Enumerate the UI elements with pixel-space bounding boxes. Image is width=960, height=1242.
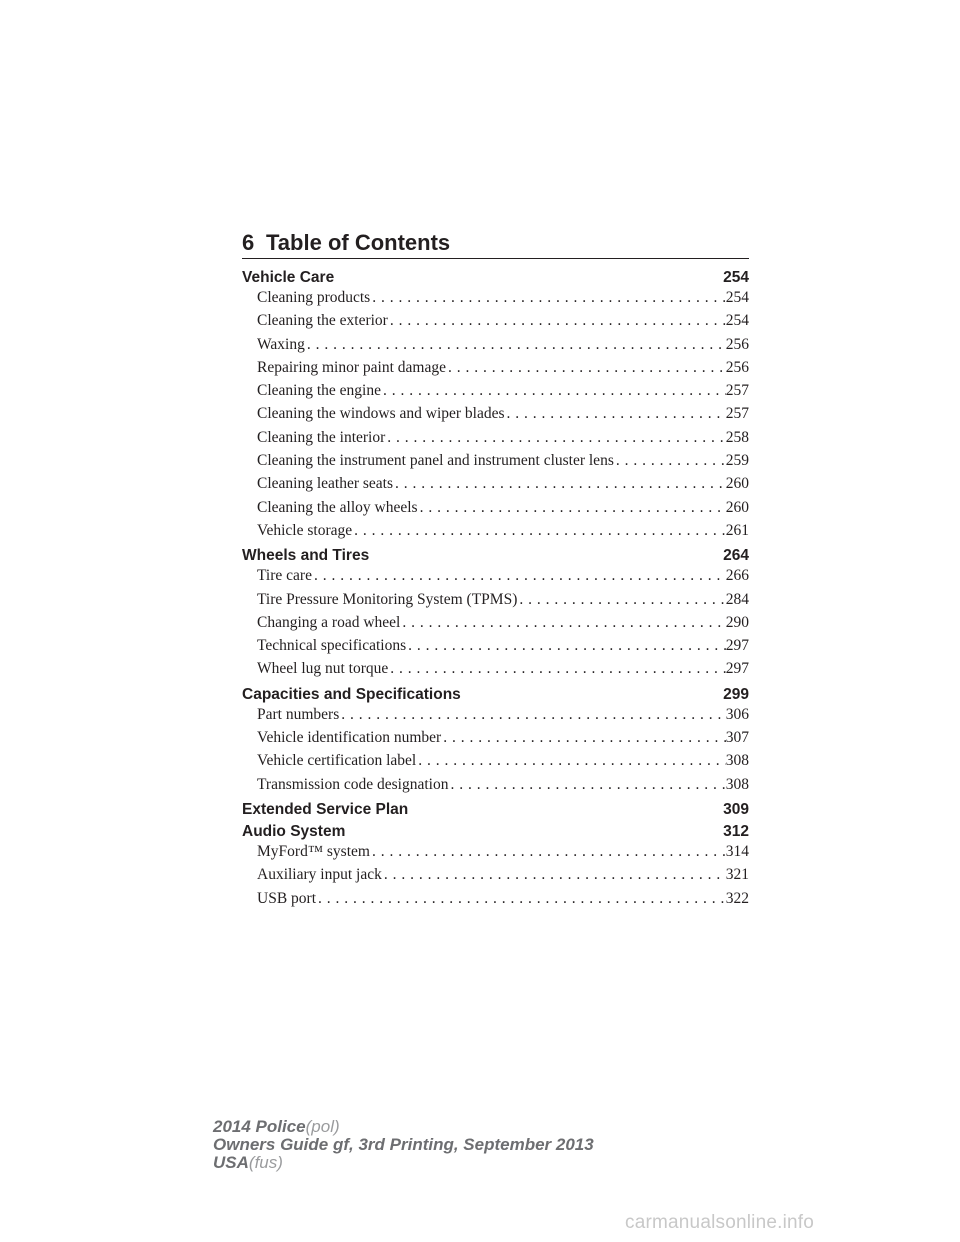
dot-leader [370, 843, 726, 861]
section-heading[interactable] [242, 267, 749, 289]
entry-title: Vehicle certification label [257, 752, 417, 770]
entry-page-number: 308 [725, 775, 749, 793]
toc-entry[interactable] [242, 866, 749, 889]
entry-list [242, 567, 749, 683]
entry-title: Changing a road wheel [257, 613, 401, 631]
entry-page-number: 259 [725, 452, 749, 470]
dot-leader [393, 475, 726, 493]
section-page-number: 254 [723, 269, 749, 286]
dot-leader [448, 776, 725, 794]
entry-title: Vehicle identification number [257, 729, 442, 747]
dot-leader [446, 359, 726, 377]
entry-title: Tire care [257, 567, 312, 585]
toc-section [242, 799, 749, 821]
entry-page-number: 256 [725, 358, 749, 376]
entry-page-number: 254 [725, 289, 749, 306]
dot-leader [305, 336, 726, 354]
toc-entry[interactable] [242, 475, 749, 498]
entry-page-number: 297 [725, 637, 749, 655]
entry-title: Cleaning the interior [257, 428, 386, 446]
section-title: Audio System [242, 822, 346, 840]
footer-model: 2014 Police [213, 1117, 306, 1136]
toc-entry[interactable] [242, 312, 749, 335]
toc-section [242, 267, 749, 545]
page-title: Table of Contents [266, 230, 451, 255]
toc-entry[interactable] [242, 452, 749, 475]
entry-page-number: 284 [725, 590, 749, 608]
footer-market-code: (fus) [248, 1153, 283, 1172]
dot-leader [352, 522, 726, 540]
section-heading[interactable] [242, 821, 749, 843]
entry-page-number: 266 [725, 567, 749, 585]
toc-entry[interactable] [242, 289, 749, 312]
entry-page-number: 261 [725, 521, 749, 539]
entry-title: Repairing minor paint damage [257, 358, 446, 376]
entry-list [242, 843, 749, 913]
dot-leader [339, 706, 726, 724]
entry-page-number: 307 [725, 729, 749, 747]
dot-leader [614, 452, 726, 470]
dot-leader [382, 866, 726, 884]
entry-page-number: 260 [725, 498, 749, 516]
section-page-number: 312 [723, 822, 749, 840]
entry-title: Transmission code designation [257, 775, 449, 793]
entry-title: Tire Pressure Monitoring System (TPMS) [257, 590, 518, 608]
entry-page-number: 297 [725, 660, 749, 678]
entry-page-number: 314 [725, 842, 749, 860]
entry-title: Cleaning the alloy wheels [257, 498, 418, 516]
entry-title: USB port [257, 889, 316, 907]
dot-leader [385, 429, 725, 447]
entry-title: Part numbers [257, 705, 340, 723]
dot-leader [400, 614, 725, 632]
section-heading[interactable] [242, 684, 749, 706]
dot-leader [441, 729, 726, 747]
dot-leader [517, 591, 725, 609]
section-title: Vehicle Care [242, 269, 335, 286]
entry-title: Technical specifications [257, 637, 407, 655]
dot-leader [388, 660, 725, 678]
footer-edition: Owners Guide gf, 3rd Printing, September 2013 [213, 1135, 594, 1154]
dot-leader [312, 567, 726, 585]
entry-title: Cleaning leather seats [257, 475, 394, 493]
entry-page-number: 306 [725, 705, 749, 723]
header-divider [242, 258, 749, 259]
footer-market: USA [213, 1153, 249, 1172]
dot-leader [418, 499, 726, 517]
dot-leader [505, 405, 726, 423]
footer-model-code: (pol) [305, 1117, 340, 1136]
watermark: carmanualsonline.info [625, 1212, 815, 1233]
entry-page-number: 308 [725, 752, 749, 770]
dot-leader [416, 752, 726, 770]
dot-leader [370, 289, 726, 307]
entry-title: Auxiliary input jack [257, 866, 382, 884]
entry-title: Cleaning products [257, 289, 371, 306]
toc-section [242, 821, 749, 913]
entry-title: Cleaning the instrument panel and instrument cluster lens [257, 452, 614, 470]
toc-section [242, 545, 749, 683]
entry-title: Wheel lug nut torque [257, 660, 389, 678]
toc-entry[interactable] [242, 729, 749, 752]
entry-page-number: 290 [725, 613, 749, 631]
section-title: Extended Service Plan [242, 800, 409, 818]
section-page-number: 299 [723, 685, 749, 703]
toc-entry[interactable] [242, 522, 749, 545]
toc-entry[interactable] [242, 405, 749, 428]
entry-page-number: 257 [725, 405, 749, 423]
toc-entry[interactable] [242, 614, 749, 637]
toc-section [242, 684, 749, 799]
entry-list [242, 289, 749, 545]
entry-page-number: 254 [725, 312, 749, 330]
dot-leader [388, 312, 726, 330]
page-header [242, 230, 749, 260]
entry-page-number: 260 [725, 475, 749, 493]
table-of-contents [242, 267, 749, 913]
toc-entry[interactable] [242, 591, 749, 614]
entry-title: Cleaning the engine [257, 382, 381, 400]
entry-title: Waxing [257, 335, 305, 353]
entry-page-number: 322 [725, 889, 749, 907]
entry-title: Vehicle storage [257, 521, 353, 539]
entry-page-number: 256 [725, 335, 749, 353]
section-page-number: 264 [723, 547, 749, 565]
entry-page-number: 257 [725, 382, 749, 400]
toc-entry[interactable] [242, 843, 749, 866]
entry-page-number: 321 [725, 866, 749, 884]
toc-entry[interactable] [242, 890, 749, 913]
section-heading[interactable] [242, 545, 749, 567]
dot-leader [406, 637, 726, 655]
entry-title: MyFord™ system [257, 842, 370, 860]
toc-entry[interactable] [242, 359, 749, 382]
toc-entry[interactable] [242, 776, 749, 799]
section-title: Wheels and Tires [242, 547, 370, 565]
document-footer [213, 1118, 594, 1172]
toc-entry[interactable] [242, 336, 749, 359]
toc-entry[interactable] [242, 382, 749, 405]
section-page-number: 309 [723, 800, 749, 818]
toc-entry[interactable] [242, 752, 749, 775]
dot-leader [316, 890, 726, 908]
entry-title: Cleaning the windows and wiper blades [257, 405, 505, 423]
dot-leader [381, 382, 726, 400]
entry-title: Cleaning the exterior [257, 312, 388, 330]
entry-page-number: 258 [725, 428, 749, 446]
entry-list [242, 706, 749, 799]
toc-entry[interactable] [242, 660, 749, 683]
section-heading[interactable] [242, 799, 749, 821]
toc-entry[interactable] [242, 499, 749, 522]
toc-entry[interactable] [242, 567, 749, 590]
toc-entry[interactable] [242, 637, 749, 660]
toc-entry[interactable] [242, 706, 749, 729]
toc-entry[interactable] [242, 429, 749, 452]
page-number: 6 [242, 230, 255, 255]
section-title: Capacities and Specifications [242, 685, 461, 703]
